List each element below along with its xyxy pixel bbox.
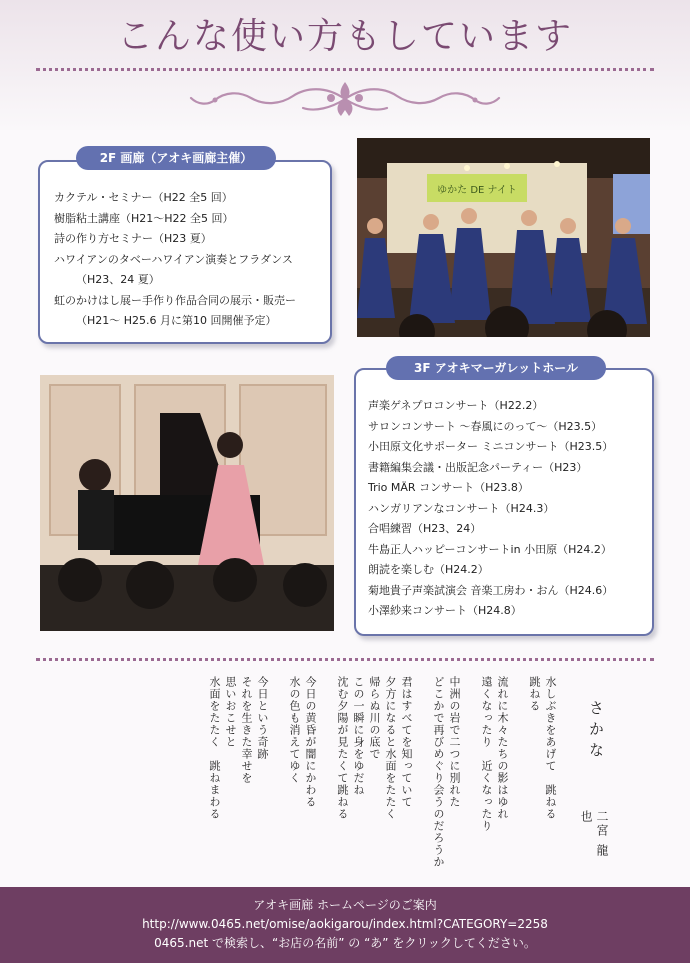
list-item: カクテル・セミナー（H22 全5 回） — [54, 191, 233, 204]
poem-line: 跳ねる — [528, 676, 541, 712]
list-item: ハワイアンのタベーハワイアン演奏とフラダンス — [54, 252, 293, 266]
poem-line: 水しぶきをあげて 跳ねる — [544, 676, 557, 820]
list-item: 菊地貴子声楽試演会 音楽工房わ・おん（H24.6） — [368, 583, 614, 597]
gallery-2f-label: 2F 画廊（アオキ画廊主催） — [76, 146, 276, 170]
poem-line — [510, 676, 526, 898]
poem-line — [462, 676, 478, 898]
poem-line: 今日という奇跡 — [256, 676, 269, 760]
list-item: （H23、24 夏） — [76, 273, 160, 286]
poem-line: 中洲の岩で二つに別れた — [448, 676, 461, 808]
list-item: 小田原文化サポーター ミニコンサート（H23.5） — [368, 440, 614, 453]
list-item: 小澤紗来コンサート（H24.8） — [368, 604, 522, 617]
section-divider — [36, 658, 654, 661]
poem-line: 君はすべてを知っていて — [400, 676, 413, 808]
list-item: 合唱練習（H23、24） — [368, 522, 482, 535]
list-item: Trio MÄR コンサート（H23.8） — [368, 481, 529, 494]
poem-line: 遠くなったり 近くなったり — [480, 676, 493, 832]
poem-line: 水の色も消えてゆく — [288, 676, 301, 784]
list-item: 虹のかけはし展ー手作り作品合同の展示・販売ー — [54, 293, 296, 307]
hall-3f-list — [368, 396, 613, 622]
list-item: 朗読を楽しむ（H24.2） — [368, 563, 489, 576]
poem-title: さかな — [587, 700, 605, 763]
list-item: 樹脂粘土講座（H21〜H22 全5 回） — [54, 211, 234, 225]
concert-photo — [40, 375, 334, 631]
poem-line: どこかで再びめぐり会うのだろうか — [432, 676, 445, 868]
list-item: サロンコンサート 〜春風にのって〜（H23.5） — [368, 419, 603, 433]
ornament-flourish — [185, 80, 505, 118]
poem-body — [68, 676, 558, 898]
poem-line — [318, 676, 334, 898]
title-divider — [36, 68, 654, 71]
footer — [0, 887, 690, 963]
hula-photo — [357, 138, 650, 337]
footer-url[interactable]: http://www.0465.net/omise/aokigarou/index.html?CATEGORY=2258 — [142, 917, 548, 931]
list-item: 牛島正人ハッピーコンサートin 小田原（H24.2） — [368, 542, 612, 556]
list-item: 声楽ゲネプロコンサート（H22.2） — [368, 399, 544, 412]
list-item: 詩の作り方セミナー（H23 夏） — [54, 232, 212, 245]
poem-line — [270, 676, 286, 898]
page-title: こんな使い方もしています — [116, 16, 573, 57]
poem-line: 帰らぬ川の底で — [368, 676, 381, 760]
poem-line: 沈む夕陽が見たくて跳ねる — [336, 676, 349, 820]
poem-line: 水面をたたく 跳ねまわる — [208, 676, 221, 820]
poem-line: この一瞬に身をゆだね — [352, 676, 365, 796]
poem-line — [414, 676, 430, 898]
list-item: 書籍編集会議・出版記念パーティー（H23） — [368, 460, 588, 474]
banner-text: ゆかた DE ナイト — [437, 185, 517, 196]
list-item: ハンガリアンなコンサート（H24.3） — [368, 501, 555, 515]
poem-line: 思いおこせと — [224, 676, 237, 748]
hall-3f-label: 3F アオキマーガレットホール — [386, 356, 606, 380]
poem-line: それを生きた幸せを — [240, 676, 253, 784]
poem-line: 夕方になると水面をたたく — [384, 676, 397, 820]
footer-heading: アオキ画廊 ホームページのご案内 — [253, 898, 437, 912]
poem-author: 二宮 龍也 — [579, 810, 609, 858]
gallery-2f-list — [54, 188, 296, 332]
poem-line: 流れに木々たちの影はゆれ — [496, 676, 509, 820]
list-item: （H21〜 H25.6 月に第10 回開催予定） — [76, 314, 277, 327]
footer-instruction: 0465.net で検索し、“お店の名前” の “あ” をクリックしてください。 — [154, 936, 536, 950]
poem-line: 今日の黄昏が闇にかわる — [304, 676, 317, 808]
